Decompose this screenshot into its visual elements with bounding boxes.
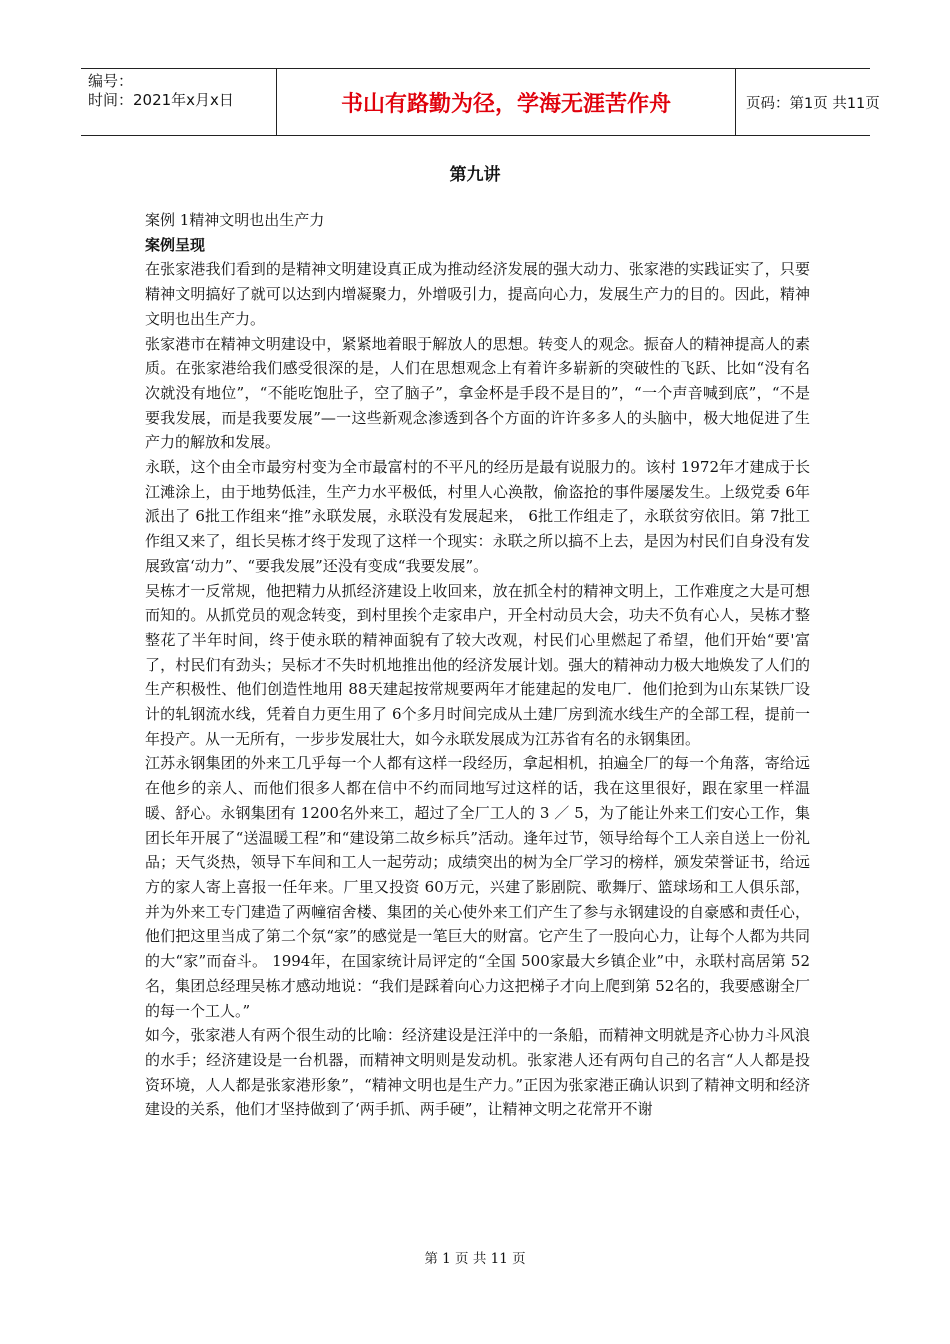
header-meta-cell <box>81 69 277 135</box>
paragraph: 永联，这个由全市最穷村变为全市最富村的不平凡的经历是最有说服力的。该村 1972年才建成于长江滩涂上，由于地势低洼，生产力水平极低，村里人心涣散，偷盗抢的事件屡屡发生。上级党委 6年派出了 6批工作组来“推”永联发展，永联没有发展起来， 6批工作组走了，永联贫穷依旧。第 7批工作组又来了，组长吴栋才终于发现了这样一个现实：永联之所以搞不上去，是因为村民们自身没有发展致富‘动力”、“要我发展”还没有变成“我要发展”。 <box>145 458 810 575</box>
paragraph: 在张家港我们看到的是精神文明建设真正成为推动经济发展的强大动力、张家港的实践证实了，只要精神文明搞好了就可以达到内增凝聚力，外增吸引力，提高向心力，发展生产力的目的。因此，精神文明也出生产力。 <box>145 260 810 328</box>
page-footer: 第 1 页 共 11 页 <box>424 1251 526 1267</box>
paragraph: 如今，张家港人有两个很生动的比喻：经济建设是汪洋中的一条船，而精神文明就是齐心协力斗风浪的水手；经济建设是一台机器，而精神文明则是发动机。张家港人还有两句自己的名言“人人都是投资环境，人人都是张家港形象”，“精神文明也是生产力。”正因为张家港正确认识到了精神文明和经济建设的关系，他们才坚持做到了‘两手抓、两手硬”，让精神文明之花常开不谢 <box>145 1026 810 1119</box>
motto: 书山有路勤为径，学海无涯苦作舟 <box>277 69 736 135</box>
lecture-title: 第九讲 <box>449 165 501 185</box>
header-table <box>81 68 880 136</box>
section-heading: 案例呈现 <box>145 235 206 254</box>
case-title: 案例 1精神文明也出生产力 <box>145 211 325 229</box>
time-label: 时间：2021年x月x日 <box>88 91 234 109</box>
document-body <box>145 208 810 1122</box>
paragraph: 江苏永钢集团的外来工几乎每一个人都有这样一段经历，拿起相机，拍遍全厂的每一个角落，寄给远在他乡的亲人、而他们很多人都在信中不约而同地写过这样的话，我在这里很好，跟在家里一样温暖、舒心。永钢集团有 1200名外来工，超过了全厂工人的 3 ／ 5，为了能让外来工们安心工作，集团长年开展了“送温暖工程”和“建设第二故乡标兵”活动。逢年过节，领导给每个工人亲自送上一份礼品；天气炎热，领导下车间和工人一起劳动；成绩突出的树为全厂学习的榜样，颁发荣誉证书，给远方的家人寄上喜报一任年来。厂里又投资 60万元，兴建了影剧院、歌舞厅、篮球场和工人俱乐部，并为外来工专门建造了两幢宿舍楼、集团的关心使外来工们产生了参与永钢建设的自豪感和责任心，他们把这里当成了第二个氛“家”的感觉是一笔巨大的财富。它产生了一股向心力，让每个人都为共同的大“家”而奋斗。 1994年，在国家统计局评定的“全国 500家最大乡镇企业”中，永联村高居第 52名，集团总经理吴栋才感动地说：“我们是踩着向心力这把梯子才向上爬到第 52名的，我要感谢全厂的每一个工人。” <box>145 754 810 1020</box>
paragraph: 吴栋才一反常规，他把精力从抓经济建设上收回来，放在抓全村的精神文明上，工作难度之大是可想而知的。从抓党员的观念转变，到村里挨个走家串户，开全村动员大会，功夫不负有心人，吴栋才整整花了半年时间，终于使永联的精神面貌有了较大改观，村民们心里燃起了希望，他们开始“要'富了，村民们有劲头；吴标才不失时机地推出他的经济发展计划。强大的精神动力极大地焕发了人们的生产积极性、他们创造性地用 88天建起按常规要两年才能建起的发电厂．他们抢到为山东某铁厂设计的轧钢流水线，凭着自力更生用了 6个多月时间完成从土建厂房到流水线生产的全部工程，提前一年投产。从一无所有，一步步发展壮大，如今永联发展成为江苏省有名的永钢集团。 <box>145 581 810 748</box>
page-info: 页码：第1页 共11页 <box>746 95 880 112</box>
number-label: 编号： <box>88 72 134 90</box>
paragraph: 张家港市在精神文明建设中，紧紧地着眼于解放人的思想。转变人的观念。振奋人的精神提高人的素质。在张家港给我们感受很深的是，人们在思想观念上有着许多崭新的突破性的飞跃、比如“没有名次就没有地位”，“不能吃饱肚子，空了脑子”，拿金杯是手段不是目的”，“一个声音喊到底”，“不是要我发展，而是我要发展”—一这些新观念渗透到各个方面的许许多多人的头脑中，极大地促进了生产力的解放和发展。 <box>145 334 810 452</box>
